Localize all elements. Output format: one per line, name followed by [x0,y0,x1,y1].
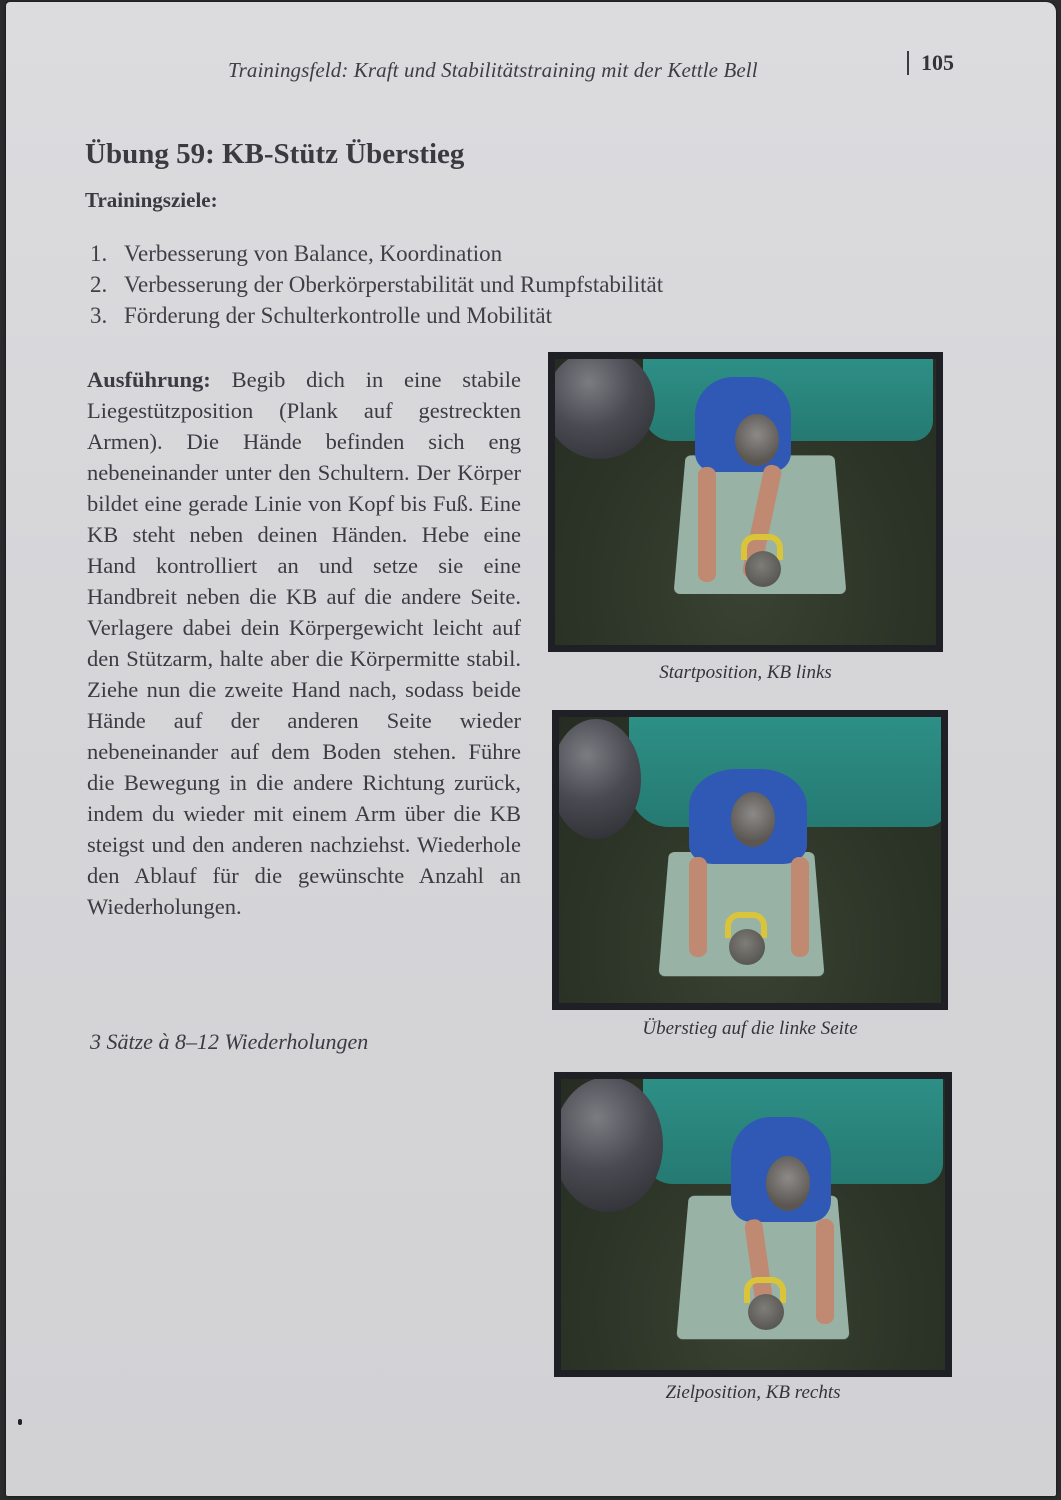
figure-start-position [548,352,943,692]
figure-end-position [554,1072,952,1412]
photo-scene [555,359,936,645]
gym-ball [555,359,655,459]
person-head [731,792,775,847]
person-arm-right [791,857,809,957]
gym-ball [559,719,641,839]
photo-end-position [554,1072,952,1377]
goal-item [90,238,663,269]
goals-list [90,238,663,331]
figure-caption: Zielposition, KB rechts [665,1382,841,1403]
person-arm-right [816,1219,834,1324]
figure-caption: Überstieg auf die linke Seite [642,1018,858,1039]
goal-text: Verbesserung von Balance, Koordination [124,241,503,266]
kettlebell [748,1294,784,1330]
goal-item [90,269,663,300]
page-number-divider [907,51,909,75]
goal-number: 3. [90,303,108,328]
person-head [766,1156,810,1211]
execution-label: Ausführung: [87,367,211,392]
goal-text: Verbesserung der Oberkörperstabilität und Rumpfstabilität [124,272,664,297]
goal-text: Förderung der Schulterkontrolle und Mobilität [124,303,552,328]
running-header: Trainingsfeld: Kraft und Stabilitätstraining mit der Kettle Bell [228,58,758,82]
figure-caption: Startposition, KB links [659,662,832,683]
kettlebell [729,929,765,965]
person-head [735,414,779,466]
photo-start-position [548,352,943,652]
book-page [6,2,1056,1496]
goal-item [90,300,663,331]
photo-step-over [552,710,948,1010]
goals-heading: Trainingsziele: [85,188,218,212]
goal-number: 1. [90,241,108,266]
execution-paragraph [87,364,521,922]
person-arm-left [698,467,716,582]
gym-ball [561,1079,663,1212]
exercise-title: Übung 59: KB-Stütz Überstieg [85,138,465,170]
photo-scene [559,717,941,1003]
photo-scene [561,1079,945,1370]
page-number-value: 105 [921,50,954,75]
kettlebell [745,551,781,587]
sets-reps: 3 Sätze à 8–12 Wiederholungen [90,1029,369,1054]
execution-text: Begib dich in eine stabile Liegestützposition (Plank auf gestreckten Armen). Die Hände befinden sich eng nebeneinander unter den Schultern. Der Körper bildet eine gerade Linie von Kopf bis Fuß. Eine KB steht neben deinen Händen. Hebe eine Hand kontrolliert an und setze sie eine Handbreit neben die KB auf die andere Seite. Verlagere dabei dein Körpergewicht leicht auf den Stützarm, halte aber die Körpermitte stabil. Ziehe nun die zweite Hand nach, sodass beide Hände auf der anderen Seite wieder nebeneinander auf dem Boden stehen. Führe die Bewegung in die andere Richtung zurück, indem du wieder mit einem Arm über die KB steigst und den anderen nachziehst. Wiederhole den Ablauf für die gewünschte Anzahl an Wiederholungen. [87,367,522,919]
paper-speck [18,1419,22,1425]
figure-step-over [552,710,948,1055]
person-arm-left [689,857,707,957]
goal-number: 2. [90,272,108,297]
page-number [907,50,954,76]
